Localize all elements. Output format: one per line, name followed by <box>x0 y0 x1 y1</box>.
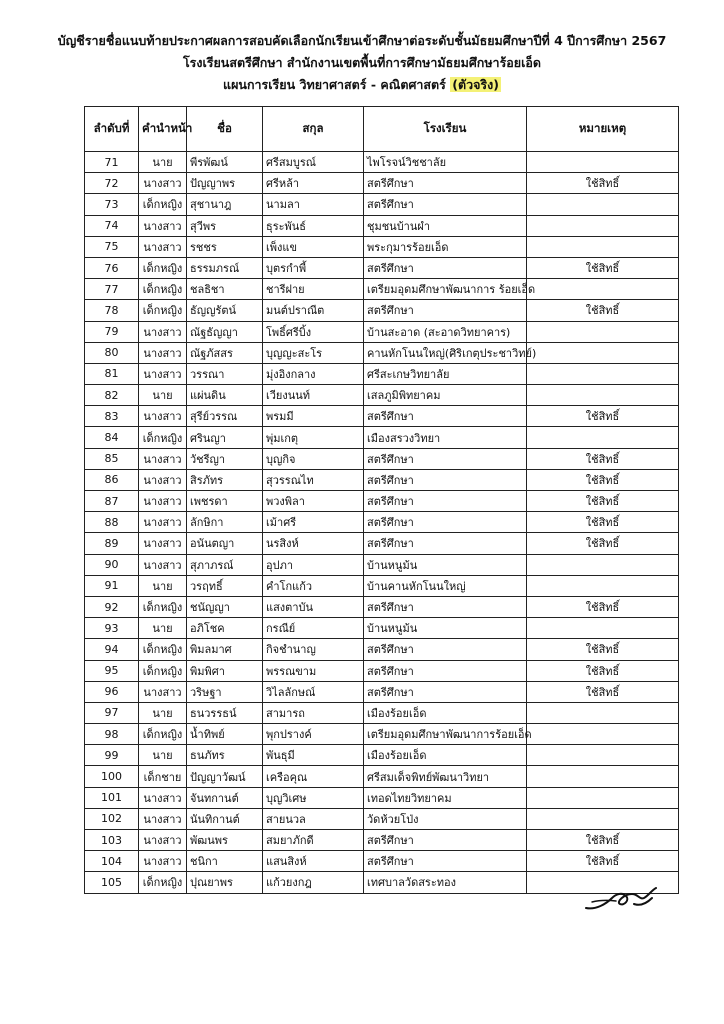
cell-number: 75 <box>85 236 139 257</box>
cell-prefix: นางสาว <box>139 533 187 554</box>
cell-first-name: ธรรมภรณ์ <box>187 257 263 278</box>
cell-number: 91 <box>85 575 139 596</box>
cell-first-name: ศรินญา <box>187 427 263 448</box>
cell-note: ใช้สิทธิ์ <box>527 533 679 554</box>
cell-prefix: เด็กหญิง <box>139 194 187 215</box>
table-body <box>85 152 679 894</box>
cell-prefix: นาย <box>139 152 187 173</box>
cell-number: 94 <box>85 639 139 660</box>
study-plan-line <box>0 74 724 96</box>
cell-number: 77 <box>85 279 139 300</box>
table-row <box>85 745 679 766</box>
cell-note <box>527 152 679 173</box>
cell-number: 83 <box>85 406 139 427</box>
table-row <box>85 681 679 702</box>
document-header <box>0 30 724 96</box>
cell-last-name: บุตรกำพี้ <box>263 257 364 278</box>
cell-prefix: นางสาว <box>139 342 187 363</box>
cell-last-name: แสงตาบัน <box>263 596 364 617</box>
school-name: โรงเรียนสตรีศึกษา สำนักงานเขตพื้นที่การศึกษามัธยมศึกษาร้อยเอ็ด <box>182 55 542 70</box>
cell-school: สตรีศึกษา <box>364 491 527 512</box>
cell-first-name: ปัญญาพร <box>187 173 263 194</box>
cell-note <box>527 321 679 342</box>
table-row <box>85 533 679 554</box>
cell-number: 98 <box>85 724 139 745</box>
table-row <box>85 342 679 363</box>
cell-prefix: เด็กหญิง <box>139 300 187 321</box>
status-tag: (ตัวจริง) <box>452 77 499 92</box>
cell-number: 93 <box>85 618 139 639</box>
table-row <box>85 279 679 300</box>
cell-prefix: นางสาว <box>139 808 187 829</box>
cell-note <box>527 724 679 745</box>
cell-note: ใช้สิทธิ์ <box>527 830 679 851</box>
cell-note <box>527 215 679 236</box>
cell-first-name: ปุณยาพร <box>187 872 263 893</box>
cell-first-name: วัชรีญา <box>187 448 263 469</box>
cell-last-name: สมยาภักดี <box>263 830 364 851</box>
cell-note <box>527 745 679 766</box>
cell-prefix: นางสาว <box>139 469 187 490</box>
table-row <box>85 554 679 575</box>
cell-first-name: อภิโชค <box>187 618 263 639</box>
table-row <box>85 491 679 512</box>
table-row <box>85 596 679 617</box>
cell-number: 97 <box>85 702 139 723</box>
cell-number: 99 <box>85 745 139 766</box>
cell-prefix: นางสาว <box>139 851 187 872</box>
cell-note <box>527 808 679 829</box>
cell-school: สตรีศึกษา <box>364 300 527 321</box>
table-row <box>85 618 679 639</box>
table-row <box>85 427 679 448</box>
cell-prefix: เด็กหญิง <box>139 724 187 745</box>
cell-school: สตรีศึกษา <box>364 639 527 660</box>
cell-note: ใช้สิทธิ์ <box>527 300 679 321</box>
table-row <box>85 702 679 723</box>
cell-first-name: รชชร <box>187 236 263 257</box>
cell-first-name: ณัฐธัญญา <box>187 321 263 342</box>
table-row <box>85 830 679 851</box>
cell-prefix: นางสาว <box>139 830 187 851</box>
cell-number: 90 <box>85 554 139 575</box>
cell-last-name: แสนสิงห์ <box>263 851 364 872</box>
cell-note <box>527 236 679 257</box>
cell-last-name: คำโกแก้ว <box>263 575 364 596</box>
cell-last-name: กิจชำนาญ <box>263 639 364 660</box>
cell-first-name: ธัญญรัตน์ <box>187 300 263 321</box>
cell-note <box>527 385 679 406</box>
cell-school: สตรีศึกษา <box>364 512 527 533</box>
cell-note <box>527 427 679 448</box>
cell-note <box>527 363 679 384</box>
cell-school: บ้านคานหักโนนใหญ่ <box>364 575 527 596</box>
table-row <box>85 152 679 173</box>
cell-prefix: นาย <box>139 745 187 766</box>
column-header-note: หมายเหตุ <box>527 107 679 152</box>
cell-last-name: พุกปรางค์ <box>263 724 364 745</box>
cell-number: 76 <box>85 257 139 278</box>
table-row <box>85 851 679 872</box>
cell-last-name: วิไลลักษณ์ <box>263 681 364 702</box>
cell-note: ใช้สิทธิ์ <box>527 173 679 194</box>
cell-note: ใช้สิทธิ์ <box>527 639 679 660</box>
cell-prefix: นางสาว <box>139 787 187 808</box>
cell-prefix: นางสาว <box>139 173 187 194</box>
cell-first-name: ธนภัทร <box>187 745 263 766</box>
cell-number: 96 <box>85 681 139 702</box>
cell-school: สตรีศึกษา <box>364 469 527 490</box>
cell-last-name: พรรณขาม <box>263 660 364 681</box>
cell-prefix: เด็กหญิง <box>139 639 187 660</box>
cell-note: ใช้สิทธิ์ <box>527 469 679 490</box>
cell-first-name: จันทกานต์ <box>187 787 263 808</box>
cell-note: ใช้สิทธิ์ <box>527 681 679 702</box>
cell-prefix: นางสาว <box>139 681 187 702</box>
cell-first-name: วริษฐา <box>187 681 263 702</box>
cell-school: เสลภูมิพิทยาคม <box>364 385 527 406</box>
cell-last-name: สามารถ <box>263 702 364 723</box>
cell-first-name: ณัฐภัสสร <box>187 342 263 363</box>
cell-note <box>527 554 679 575</box>
cell-prefix: เด็กหญิง <box>139 427 187 448</box>
cell-school: เมืองสรวงวิทยา <box>364 427 527 448</box>
table-header-row <box>85 107 679 152</box>
cell-note <box>527 342 679 363</box>
cell-last-name: นรสิงห์ <box>263 533 364 554</box>
cell-school: สตรีศึกษา <box>364 681 527 702</box>
cell-last-name: โพธิ์ศรีบิ้ง <box>263 321 364 342</box>
cell-note: ใช้สิทธิ์ <box>527 512 679 533</box>
cell-first-name: ปัญญาวัฒน์ <box>187 766 263 787</box>
cell-number: 102 <box>85 808 139 829</box>
table-row <box>85 575 679 596</box>
cell-note <box>527 575 679 596</box>
cell-school: พระกุมารร้อยเอ็ด <box>364 236 527 257</box>
cell-first-name: สิรภัทร <box>187 469 263 490</box>
column-header-school: โรงเรียน <box>364 107 527 152</box>
cell-prefix: นาย <box>139 385 187 406</box>
column-header-first-name: ชื่อ <box>187 107 263 152</box>
cell-school: ศรีสมเด็จพิทย์พัฒนาวิทยา <box>364 766 527 787</box>
signature-image <box>582 880 662 916</box>
cell-note <box>527 702 679 723</box>
table-row <box>85 448 679 469</box>
cell-first-name: วรรณา <box>187 363 263 384</box>
cell-note: ใช้สิทธิ์ <box>527 596 679 617</box>
table-row <box>85 363 679 384</box>
cell-prefix: นางสาว <box>139 406 187 427</box>
cell-last-name: ศรีหล้า <box>263 173 364 194</box>
cell-first-name: สุรีย์วรรณ <box>187 406 263 427</box>
cell-last-name: มุ่งอิงกลาง <box>263 363 364 384</box>
cell-prefix: นาย <box>139 575 187 596</box>
cell-prefix: นางสาว <box>139 236 187 257</box>
cell-first-name: พิมลมาศ <box>187 639 263 660</box>
cell-last-name: เพ็งแข <box>263 236 364 257</box>
cell-first-name: พัฒนพร <box>187 830 263 851</box>
cell-number: 105 <box>85 872 139 893</box>
table-row <box>85 660 679 681</box>
cell-note: ใช้สิทธิ์ <box>527 406 679 427</box>
cell-note <box>527 766 679 787</box>
cell-school: เมืองร้อยเอ็ด <box>364 745 527 766</box>
cell-last-name: พวงพิลา <box>263 491 364 512</box>
cell-prefix: นางสาว <box>139 215 187 236</box>
cell-number: 80 <box>85 342 139 363</box>
cell-number: 89 <box>85 533 139 554</box>
cell-first-name: ชนิกา <box>187 851 263 872</box>
cell-last-name: ชารีฝาย <box>263 279 364 300</box>
cell-school: บ้านหนูม้น <box>364 554 527 575</box>
cell-prefix: นางสาว <box>139 512 187 533</box>
table-row <box>85 639 679 660</box>
cell-last-name: นามลา <box>263 194 364 215</box>
document-title: บัญชีรายชื่อแนบท้ายประกาศผลการสอบคัดเลือกนักเรียนเข้าศึกษาต่อระดับชั้นมัธยมศึกษาปีที่ 4 ปีการศึกษา 2567 <box>57 33 667 48</box>
table-row <box>85 173 679 194</box>
cell-number: 100 <box>85 766 139 787</box>
cell-school: บ้านหนูม้น <box>364 618 527 639</box>
cell-school: สตรีศึกษา <box>364 406 527 427</box>
study-plan: แผนการเรียน วิทยาศาสตร์ - คณิตศาสตร์ <box>223 77 446 92</box>
cell-prefix: เด็กหญิง <box>139 660 187 681</box>
cell-first-name: นันทิกานต์ <box>187 808 263 829</box>
cell-first-name: สุวีพร <box>187 215 263 236</box>
cell-last-name: อุปภา <box>263 554 364 575</box>
cell-first-name: ลักษิกา <box>187 512 263 533</box>
cell-first-name: ชนัญญา <box>187 596 263 617</box>
table-row <box>85 300 679 321</box>
cell-first-name: ธนวรรธน์ <box>187 702 263 723</box>
cell-school: บ้านสะอาด (สะอาดวิทยาคาร) <box>364 321 527 342</box>
cell-number: 104 <box>85 851 139 872</box>
cell-prefix: นางสาว <box>139 321 187 342</box>
cell-school: สตรีศึกษา <box>364 660 527 681</box>
cell-number: 88 <box>85 512 139 533</box>
cell-number: 95 <box>85 660 139 681</box>
cell-prefix: เด็กหญิง <box>139 279 187 300</box>
cell-number: 101 <box>85 787 139 808</box>
cell-note <box>527 279 679 300</box>
table-row <box>85 724 679 745</box>
cell-school: สตรีศึกษา <box>364 596 527 617</box>
cell-first-name: พิมพิศา <box>187 660 263 681</box>
cell-school: ศรีสะเกษวิทยาลัย <box>364 363 527 384</box>
cell-number: 81 <box>85 363 139 384</box>
cell-number: 86 <box>85 469 139 490</box>
table-row <box>85 194 679 215</box>
column-header-last-name: สกุล <box>263 107 364 152</box>
column-header-no: ลำดับที่ <box>85 107 139 152</box>
table-row <box>85 808 679 829</box>
cell-school: ชุมชนบ้านผำ <box>364 215 527 236</box>
cell-school: สตรีศึกษา <box>364 830 527 851</box>
table-row <box>85 787 679 808</box>
cell-school: สตรีศึกษา <box>364 173 527 194</box>
cell-note: ใช้สิทธิ์ <box>527 851 679 872</box>
cell-last-name: เม้าศรี <box>263 512 364 533</box>
cell-prefix: เด็กชาย <box>139 766 187 787</box>
cell-last-name: มนต์ปราณีต <box>263 300 364 321</box>
cell-number: 79 <box>85 321 139 342</box>
cell-last-name: สายนวล <box>263 808 364 829</box>
cell-prefix: เด็กหญิง <box>139 257 187 278</box>
cell-school: สตรีศึกษา <box>364 257 527 278</box>
table-row <box>85 512 679 533</box>
cell-last-name: บุญวิเศษ <box>263 787 364 808</box>
cell-note: ใช้สิทธิ์ <box>527 257 679 278</box>
cell-number: 74 <box>85 215 139 236</box>
cell-first-name: ชลธิชา <box>187 279 263 300</box>
cell-prefix: นางสาว <box>139 448 187 469</box>
table-row <box>85 406 679 427</box>
cell-number: 85 <box>85 448 139 469</box>
cell-prefix: นางสาว <box>139 491 187 512</box>
table-row <box>85 385 679 406</box>
cell-first-name: น้ำทิพย์ <box>187 724 263 745</box>
cell-number: 92 <box>85 596 139 617</box>
cell-prefix: เด็กหญิง <box>139 596 187 617</box>
cell-first-name: เพชรดา <box>187 491 263 512</box>
cell-number: 82 <box>85 385 139 406</box>
table-row <box>85 321 679 342</box>
table-row <box>85 469 679 490</box>
table-row <box>85 215 679 236</box>
cell-number: 84 <box>85 427 139 448</box>
cell-last-name: สุวรรณไท <box>263 469 364 490</box>
cell-note <box>527 618 679 639</box>
cell-first-name: สุภาภรณ์ <box>187 554 263 575</box>
column-header-prefix: คำนำหน้า <box>139 107 187 152</box>
cell-last-name: บุญกิจ <box>263 448 364 469</box>
cell-last-name: ศรีสมบูรณ์ <box>263 152 364 173</box>
cell-prefix: เด็กหญิง <box>139 872 187 893</box>
cell-first-name: วรฤทธิ์ <box>187 575 263 596</box>
cell-prefix: นางสาว <box>139 363 187 384</box>
cell-number: 71 <box>85 152 139 173</box>
cell-last-name: ธุระพันธ์ <box>263 215 364 236</box>
cell-number: 78 <box>85 300 139 321</box>
cell-school: เตรียมอุดมศึกษาพัฒนาการร้อยเอ็ด <box>364 724 527 745</box>
cell-last-name: แก้วยงกฎ <box>263 872 364 893</box>
cell-note: ใช้สิทธิ์ <box>527 448 679 469</box>
cell-school: ไพโรจน์วิชชาลัย <box>364 152 527 173</box>
cell-prefix: นาย <box>139 618 187 639</box>
cell-school: คานหักโนนใหญ่(ศิริเกตุประชาวิทย์) <box>364 342 527 363</box>
cell-number: 73 <box>85 194 139 215</box>
table-row <box>85 236 679 257</box>
cell-note: ใช้สิทธิ์ <box>527 660 679 681</box>
cell-school: เทอดไทยวิทยาคม <box>364 787 527 808</box>
cell-last-name: บุญญะสะโร <box>263 342 364 363</box>
cell-last-name: เวียงนนท์ <box>263 385 364 406</box>
cell-prefix: นางสาว <box>139 554 187 575</box>
cell-last-name: เครือคุณ <box>263 766 364 787</box>
cell-school: เตรียมอุดมศึกษาพัฒนาการ ร้อยเอ็ด <box>364 279 527 300</box>
cell-school: วัดห้วยโป่ง <box>364 808 527 829</box>
cell-number: 103 <box>85 830 139 851</box>
cell-note: ใช้สิทธิ์ <box>527 491 679 512</box>
cell-number: 72 <box>85 173 139 194</box>
cell-last-name: พรมมี <box>263 406 364 427</box>
cell-prefix: นาย <box>139 702 187 723</box>
table-row <box>85 766 679 787</box>
cell-first-name: อนันตญา <box>187 533 263 554</box>
cell-school: สตรีศึกษา <box>364 533 527 554</box>
table-row <box>85 257 679 278</box>
cell-last-name: กรณีย์ <box>263 618 364 639</box>
cell-last-name: พันธุมี <box>263 745 364 766</box>
cell-school: เมืองร้อยเอ็ด <box>364 702 527 723</box>
cell-school: สตรีศึกษา <box>364 194 527 215</box>
cell-school: สตรีศึกษา <box>364 448 527 469</box>
cell-first-name: แผ่นดิน <box>187 385 263 406</box>
cell-first-name: สุชานาฎ <box>187 194 263 215</box>
cell-note <box>527 194 679 215</box>
student-list-table <box>84 106 679 894</box>
cell-number: 87 <box>85 491 139 512</box>
cell-first-name: พีรพัฒน์ <box>187 152 263 173</box>
cell-school: สตรีศึกษา <box>364 851 527 872</box>
cell-note <box>527 787 679 808</box>
cell-last-name: พุ่มเกตุ <box>263 427 364 448</box>
cell-school: เทศบาลวัดสระทอง <box>364 872 527 893</box>
